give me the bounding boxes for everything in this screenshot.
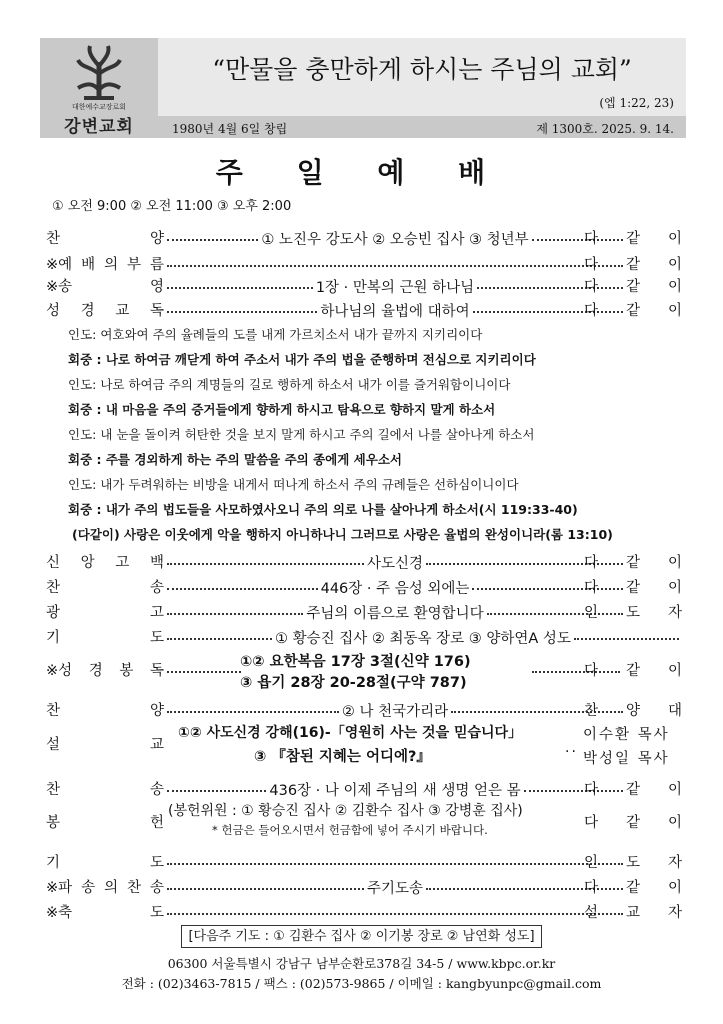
order2-item-2-label: 찬 송 bbox=[46, 580, 164, 596]
offering-committee: (봉헌위원 : ① 황승진 집사 ② 김환수 집사 ③ 강병훈 집사) bbox=[168, 803, 523, 819]
scripture-line-2: ③ 욥기 28장 20-28절(구약 787) bbox=[240, 675, 467, 691]
church-motto: “만물을 충만하게 하시는 주님의 교회” bbox=[212, 55, 632, 84]
order3-item-1-label: 기 도 bbox=[46, 855, 164, 871]
header bbox=[40, 38, 686, 138]
order2-item-3-content: 주님의 이름으로 환영합니다 bbox=[306, 605, 484, 622]
order3-item-2-who: 다 같 이 bbox=[584, 880, 682, 896]
choir bbox=[46, 699, 682, 721]
order2-item-1-content: 사도신경 bbox=[366, 555, 424, 572]
hymn2-who: 다 같 이 bbox=[584, 782, 682, 798]
choir-who: 찬 양 대 bbox=[584, 703, 682, 719]
order-item-3-content: 1장 · 만복의 근원 하나님 bbox=[315, 279, 475, 296]
page-title: 주 일 예 배 bbox=[215, 156, 508, 189]
order-item-1-content: ① 노진우 강도사 ② 오승빈 집사 ③ 청년부 bbox=[261, 231, 529, 248]
sermon-title-1: ①② 사도신경 강해(16)-「영원히 사는 것을 믿습니다」 bbox=[178, 725, 523, 741]
footer-contact: 전화 : (02)3463-7815 / 팩스 : (02)573-9865 / 이메일 : kangbyunpc@gmail.com bbox=[121, 976, 602, 991]
order2-item-1-label: 신 앙 고 백 bbox=[46, 555, 164, 571]
responsive-line: 회중 : 내가 주의 법도들을 사모하였사오니 주의 의로 나를 살아나게 하소서(시 119:33-40) bbox=[68, 502, 578, 517]
order2-item-4 bbox=[46, 626, 682, 648]
order2-item-3-who: 인 도 자 bbox=[584, 605, 682, 621]
tree-logo-icon bbox=[72, 44, 126, 102]
scripture-label: ※성 경 봉 독 bbox=[46, 663, 164, 679]
hymn2-content: 436장 · 나 이제 주님의 새 생명 얻은 몸 bbox=[269, 782, 521, 799]
hymn2 bbox=[46, 778, 682, 800]
order3-item-1-who: 인 도 자 bbox=[584, 855, 682, 871]
order2-item-2-who: 다 같 이 bbox=[584, 580, 682, 596]
order2-item-2 bbox=[46, 576, 682, 598]
order3-item-3 bbox=[46, 901, 682, 923]
order-item-4-who: 다 같 이 bbox=[584, 303, 682, 319]
offering-label: 봉 헌 bbox=[46, 815, 164, 831]
order3-item-2 bbox=[46, 876, 682, 898]
choir-content: ② 나 천국가리라 bbox=[341, 703, 449, 720]
order2-item-1-who: 다 같 이 bbox=[584, 555, 682, 571]
church-logo bbox=[40, 38, 158, 138]
order-item-4-label: 성 경 교 독 bbox=[46, 303, 164, 319]
sermon-preacher-2: 박성일 목사 bbox=[583, 751, 670, 767]
offering-note: * 헌금은 들어오시면서 헌금함에 넣어 주시기 바랍니다. bbox=[212, 823, 488, 837]
order2-item-4-label: 기 도 bbox=[46, 630, 164, 646]
bulletin-page: 대한예수교장로회 강변교회 “만물을 충만하게 하시는 주님의 교회” (엡 1:22, 23) 1980년 4월 6일 창립 제 1300호. 2025. 9. 14. 주 일 예 배 ① 오전 9:00 ② 오전 11:00 ③ 오후 2:00 찬 양 ① 노진우 강도사 ② 오승빈 집사 ③ 청년부 다 같 이 ※예 배 의 부 름 다 같 이 ※송 영 1장 · 만복의 근원 하나님 다 같 이 성 경 교 독 하나님의 율법에 대하여 다 같 이 인도: 여호와여 주의 율례들의 도를 내게 가르치소서 내가 끝까지 지키리이다 회중 : 나로 하여금 깨닫게 하여 주소서 내가 주의 법을 준행하며 전심으로 지키리이다 인도: 나로 하여금 주의 계명들의 길로 행하게 하소서 내가 이를 즐거워함이니이다 회중 : 내 마음을 주의 증거들에게 향하게 하시고 탐욕으로 향하지 말게 하소서 인도: 내 눈을 돌이켜 허탄한 것을 보지 말게 하시고 주의 길에서 나를 살아나게 하소서 회중 : 주를 경외하게 하는 주의 말씀을 주의 종에게 세우소서 인도: 내가 두려워하는 비방을 내게서 떠나게 하소서 주의 규례들은 선하심이니이다 회중 : 내가 주의 법도들을 사모하였사오니 주의 의로 나를 살아나게 하소서(시 119:33-40) (다같이) 사랑은 이웃에게 악을 행하지 아니하나니 그러므로 사랑은 율법의 완성이니라(롬 13:10) 신 앙 고 백 사도신경 다 같 이 찬 송 446장 · 주 음성 외에는 다 같 이 광 고 주님의 이름으로 환영합니다 인 도 자 기 도 ① 황승진 집사 ② 최동옥 장로 ③ 양하연A 성도 ※성 경 봉 독 다 같 이 ①② 요한복음 17장 3절(신약 176) ③ 욥기 28장 20-28절(구약 787) 찬 양 ② 나 천국가리라 찬 양 대 설 교 ①② 사도신경 강해(16)-「영원히 사는 것을 믿습니다」 ③ 『참된 지혜는 어디에?』 .. 이수환 목사 박성일 목사 찬 송 436장 · 나 이제 주님의 새 생명 얻은 몸 다 같 이 봉 헌 다 같 이 (봉헌위원 : ① 황승진 집사 ② 김환수 집사 ③ 강병훈 집사) * 헌금은 들어오시면서 헌금함에 넣어 주시기 바랍니다. 기 도 인 도 자 ※파 송 의 찬 송 주기도송 다 같 이 ※축 도 설 교 자 [다음주 기도 : ① 김환수 집사 ② 이기봉 장로 ② 남연화 성도] 06300 서울특별시 강남구 남부순환로378길 34-5 / www.kbpc.or.kr 전화 : (02)3463-7815 / 팩스 : (02)573-9865 / 이메일 : kangbyunpc@gmail.com bbox=[0, 0, 723, 1024]
order3-item-2-content: 주기도송 bbox=[366, 880, 424, 897]
issue-number: 제 1300호. 2025. 9. 14. bbox=[536, 122, 674, 136]
service-times: ① 오전 9:00 ② 오전 11:00 ③ 오후 2:00 bbox=[52, 199, 292, 214]
order3-item-3-label: ※축 도 bbox=[46, 905, 164, 921]
footer-address: 06300 서울특별시 강남구 남부순환로378길 34-5 / www.kbpc.or.kr bbox=[167, 956, 556, 971]
founded-date: 1980년 4월 6일 창립 bbox=[172, 122, 288, 136]
order2-item-2-content: 446장 · 주 음성 외에는 bbox=[320, 580, 470, 597]
responsive-line: 인도: 내 눈을 돌이켜 허탄한 것을 보지 말게 하시고 주의 길에서 나를 살아나게 하소서 bbox=[68, 427, 535, 442]
order-item-3-label: ※송 영 bbox=[46, 279, 164, 295]
order-item-2-who: 다 같 이 bbox=[584, 257, 682, 273]
order-item-3 bbox=[46, 275, 682, 297]
order-item-2-label: ※예 배 의 부 름 bbox=[46, 257, 164, 273]
responsive-line: (다같이) 사랑은 이웃에게 악을 행하지 아니하나니 그러므로 사랑은 율법의 완성이니라(롬 13:10) bbox=[72, 527, 613, 542]
order2-item-3 bbox=[46, 601, 682, 623]
order-item-1 bbox=[46, 227, 682, 249]
order-item-2 bbox=[46, 253, 682, 275]
motto-box bbox=[158, 38, 686, 116]
order3-item-1 bbox=[46, 851, 682, 873]
info-bar bbox=[158, 116, 686, 138]
order-item-4-content: 하나님의 율법에 대하여 bbox=[320, 303, 470, 320]
responsive-line: 회중 : 내 마음을 주의 증거들에게 향하게 하시고 탐욕으로 향하지 말게 하소서 bbox=[68, 402, 496, 417]
order-item-1-who: 다 같 이 bbox=[584, 231, 682, 247]
offering-who: 다 같 이 bbox=[584, 815, 682, 831]
logo-subtitle: 대한예수교장로회 bbox=[71, 103, 127, 111]
responsive-line: 인도: 여호와여 주의 율례들의 도를 내게 가르치소서 내가 끝까지 지키리이다 bbox=[68, 327, 483, 342]
order2-item-1 bbox=[46, 551, 682, 573]
order3-item-2-label: ※파 송 의 찬 송 bbox=[46, 880, 164, 896]
sermon-label: 설 교 bbox=[46, 737, 164, 753]
sermon-title-2: ③ 『참된 지혜는 어디에?』 bbox=[254, 749, 431, 765]
next-week-prayer: [다음주 기도 : ① 김환수 집사 ② 이기봉 장로 ② 남연화 성도] bbox=[0, 925, 723, 944]
responsive-line: 인도: 나로 하여금 주의 계명들의 길로 행하게 하소서 내가 이를 즐거워함이니이다 bbox=[68, 377, 511, 392]
responsive-line: 회중 : 주를 경외하게 하는 주의 말씀을 주의 종에게 세우소서 bbox=[68, 452, 402, 467]
scripture-line-1: ①② 요한복음 17장 3절(신약 176) bbox=[240, 654, 471, 670]
order-item-3-who: 다 같 이 bbox=[584, 279, 682, 295]
order3-item-3-who: 설 교 자 bbox=[584, 905, 682, 921]
order2-item-3-label: 광 고 bbox=[46, 605, 164, 621]
responsive-line: 회중 : 나로 하여금 깨닫게 하여 주소서 내가 주의 법을 준행하며 전심으로 지키리이다 bbox=[68, 352, 536, 367]
hymn2-label: 찬 송 bbox=[46, 782, 164, 798]
order-item-4 bbox=[46, 299, 682, 321]
sermon-preacher-1: 이수환 목사 bbox=[583, 727, 670, 743]
choir-label: 찬 양 bbox=[46, 703, 164, 719]
order2-item-4-content: ① 황승진 집사 ② 최동옥 장로 ③ 양하연A 성도 bbox=[275, 630, 571, 647]
order-item-1-label: 찬 양 bbox=[46, 231, 164, 247]
scripture-who: 다 같 이 bbox=[584, 663, 682, 679]
motto-reference: (엡 1:22, 23) bbox=[599, 96, 674, 110]
logo-church-name: 강변교회 bbox=[64, 117, 134, 137]
responsive-line: 인도: 내가 두려워하는 비방을 내게서 떠나게 하소서 주의 규례들은 선하심이니이다 bbox=[68, 477, 519, 492]
